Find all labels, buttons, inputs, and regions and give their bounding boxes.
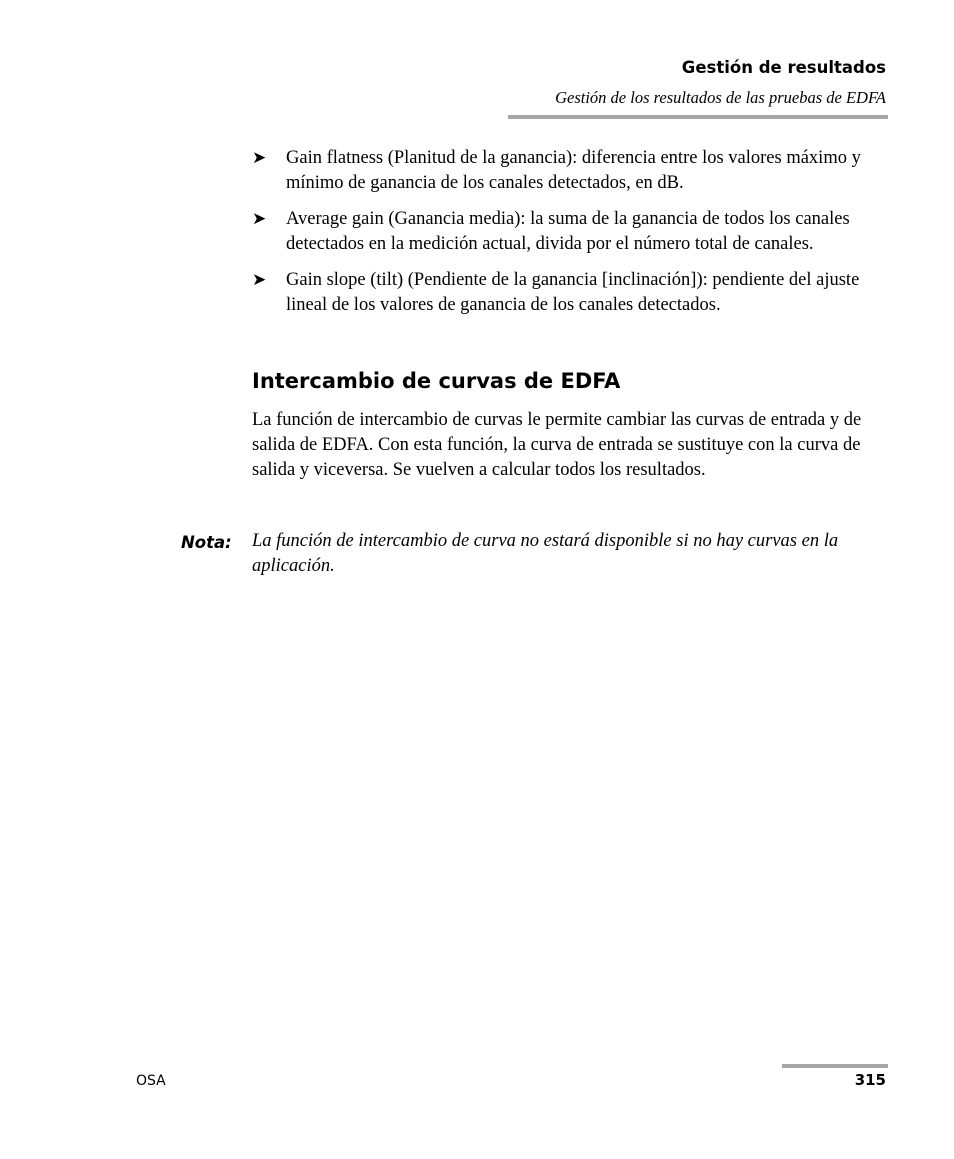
list-item <box>252 207 892 257</box>
header-title: Gestión de resultados <box>681 58 886 77</box>
section-heading: Intercambio de curvas de EDFA <box>252 369 621 393</box>
page-number: 315 <box>854 1071 886 1089</box>
list-item-text: Gain slope (tilt) (Pendiente de la ganancia [inclinación]): pendiente del ajuste lineal de los valores de ganancia de los canales detectados. <box>286 270 860 315</box>
footer-product-name: OSA <box>136 1073 166 1089</box>
arrow-bullet-icon: ➤ <box>252 270 267 290</box>
note-label: Nota: <box>181 533 232 552</box>
footer-divider <box>782 1064 888 1068</box>
list-item <box>252 268 892 318</box>
metrics-bullet-list <box>252 146 892 329</box>
arrow-bullet-icon: ➤ <box>252 148 267 168</box>
list-item-text: Average gain (Ganancia media): la suma de la ganancia de todos los canales detectados en la medición actual, divida por el número total de canales. <box>286 209 850 254</box>
note-text: La función de intercambio de curva no estará disponible si no hay curvas en la aplicación. <box>252 531 839 576</box>
list-item <box>252 146 892 196</box>
list-item-text: Gain flatness (Planitud de la ganancia): diferencia entre los valores máximo y mínimo de ganancia de los canales detectados, en dB. <box>286 148 861 193</box>
header-divider <box>508 115 888 119</box>
header-subtitle: Gestión de los resultados de las pruebas de EDFA <box>555 88 886 107</box>
section-paragraph: La función de intercambio de curvas le permite cambiar las curvas de entrada y de salida de EDFA. Con esta función, la curva de entrada se sustituye con la curva de salida y viceversa. Se vuelven a calcular todos los resultados. <box>252 410 862 480</box>
arrow-bullet-icon: ➤ <box>252 209 267 229</box>
